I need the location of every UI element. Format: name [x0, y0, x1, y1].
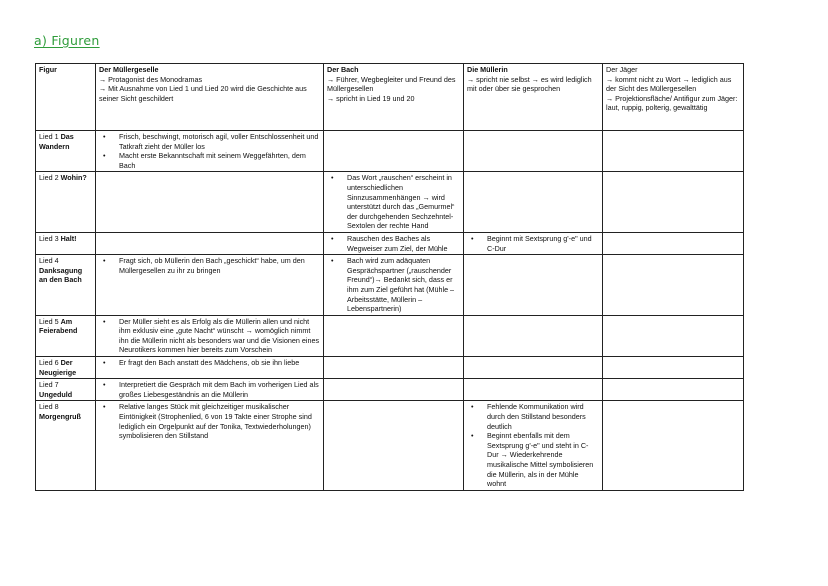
cell-mueller: [96, 357, 324, 379]
cell-jaeger: [603, 131, 744, 172]
bullet-item: • Der Müller sieht es als Erfolg als die Müllerin allen und nicht ihm exklusiv eine „gute Nacht“ wünscht → womöglich nimmt ihn die Müllerin nicht als besonders war und die Visionen eines Neurotikers kommen hier bereits zum Vorschein: [99, 317, 320, 355]
cell-muellerin: [464, 232, 603, 254]
cell-bach: [324, 379, 464, 401]
cell-jaeger: [603, 401, 744, 490]
row-label: Lied 1 Das Wandern: [36, 131, 96, 172]
row-label: Lied 4 Danksagung an den Bach: [36, 255, 96, 316]
table-row: [36, 401, 744, 490]
cell-mueller: [96, 172, 324, 233]
table-row: [36, 255, 744, 316]
header-mueller: Der Müllergeselle → Protagonist des Monodramas → Mit Ausnahme von Lied 1 und Lied 20 wird die Geschichte aus seiner Sicht geschildert: [96, 64, 324, 131]
cell-muellerin: [464, 315, 603, 356]
cell-jaeger: [603, 255, 744, 316]
table-row: [36, 232, 744, 254]
cell-mueller: [96, 401, 324, 490]
cell-mueller: [96, 255, 324, 316]
table-row: [36, 131, 744, 172]
bullet-list: [99, 132, 320, 170]
bullet-list: [327, 234, 460, 253]
cell-bach: [324, 172, 464, 233]
table-row: [36, 315, 744, 356]
cell-mueller: [96, 131, 324, 172]
bullet-item: • Macht erste Bekanntschaft mit seinem Weggefährten, dem Bach: [99, 151, 320, 170]
header-jaeger: Der Jäger → kommt nicht zu Wort → lediglich aus der Sicht des Müllergesellen → Projektionsfläche/ Antifigur zum Jäger: laut, ruppig, polterig, gewalttätig: [603, 64, 744, 131]
cell-muellerin: [464, 131, 603, 172]
bullet-list: [327, 256, 460, 314]
cell-mueller: [96, 315, 324, 356]
bullet-list: [467, 402, 599, 488]
bullet-item: • Er fragt den Bach anstatt des Mädchens, ob sie ihn liebe: [99, 358, 320, 368]
bullet-list: [99, 256, 320, 275]
figures-table: [35, 63, 744, 491]
table-row: [36, 379, 744, 401]
cell-jaeger: [603, 315, 744, 356]
header-figur: Figur: [36, 64, 96, 131]
bullet-item: • Das Wort „rauschen“ erscheint in unterschiedlichen Sinnzusammenhängen → wird unterstützt durch das „Gemurmel“ der durchgehenden Sechzehntel-Sextolen der rechte Hand: [327, 173, 460, 231]
table-row: [36, 357, 744, 379]
bullet-item: • Beginnt mit Sextsprung g'-e" und C-Dur: [467, 234, 599, 253]
cell-bach: [324, 357, 464, 379]
cell-mueller: [96, 232, 324, 254]
cell-muellerin: [464, 401, 603, 490]
cell-bach: [324, 401, 464, 490]
header-row: [36, 64, 744, 131]
table-row: [36, 172, 744, 233]
row-label: Lied 5 Am Feierabend: [36, 315, 96, 356]
section-heading: a) Figuren: [34, 33, 100, 48]
bullet-item: • Relative langes Stück mit gleichzeitiger musikalischer Eintönigkeit (Strophenlied, 6 von 19 Takte einer Strophe sind lediglich ein Orgelpunkt auf der Tonika, Textwiederholungen) symbolisieren den Stillstand: [99, 402, 320, 440]
bullet-list: [99, 380, 320, 399]
cell-muellerin: [464, 379, 603, 401]
row-label: Lied 7 Ungeduld: [36, 379, 96, 401]
header-bach: Der Bach → Führer, Wegbegleiter und Freund des Müllergesellen → spricht in Lied 19 und 20: [324, 64, 464, 131]
row-label: Lied 6 Der Neugierige: [36, 357, 96, 379]
row-label: Lied 8 Morgengruß: [36, 401, 96, 490]
bullet-list: [467, 234, 599, 253]
cell-mueller: [96, 379, 324, 401]
bullet-list: [99, 402, 320, 440]
bullet-item: • Frisch, beschwingt, motorisch agil, voller Entschlossenheit und Tatkraft zieht der Müller los: [99, 132, 320, 151]
cell-bach: [324, 131, 464, 172]
cell-bach: [324, 255, 464, 316]
bullet-item: • Interpretiert die Gespräch mit dem Bach im vorherigen Lied als großes Liebesgeständnis an die Müllerin: [99, 380, 320, 399]
bullet-list: [99, 358, 320, 368]
cell-jaeger: [603, 357, 744, 379]
row-label: Lied 2 Wohin?: [36, 172, 96, 233]
header-muellerin: Die Müllerin → spricht nie selbst → es wird lediglich mit oder über sie gesprochen: [464, 64, 603, 131]
cell-muellerin: [464, 357, 603, 379]
cell-jaeger: [603, 232, 744, 254]
cell-bach: [324, 232, 464, 254]
bullet-item: • Fehlende Kommunikation wird durch den Stillstand besonders deutlich: [467, 402, 599, 431]
row-label: Lied 3 Halt!: [36, 232, 96, 254]
bullet-list: [327, 173, 460, 231]
cell-muellerin: [464, 255, 603, 316]
cell-jaeger: [603, 172, 744, 233]
bullet-item: • Beginnt ebenfalls mit dem Sextsprung g'-e" und steht in C-Dur → Wiederkehrende musikalische Mittel symbolisieren die Müllerin, als in der Mühle wohnt: [467, 431, 599, 489]
cell-bach: [324, 315, 464, 356]
cell-jaeger: [603, 379, 744, 401]
bullet-item: • Rauschen des Baches als Wegweiser zum Ziel, der Mühle: [327, 234, 460, 253]
bullet-item: • Bach wird zum adäquaten Gesprächspartner („rauschender Freund“)→ Bedankt sich, dass er ihm zum Ziel geführt hat (Mühle – Arbeitsstätte, Müllerin – Lebenspartnerin): [327, 256, 460, 314]
bullet-list: [99, 317, 320, 355]
cell-muellerin: [464, 172, 603, 233]
bullet-item: • Fragt sich, ob Müllerin den Bach „geschickt“ habe, um den Müllergesellen zu ihr zu bringen: [99, 256, 320, 275]
